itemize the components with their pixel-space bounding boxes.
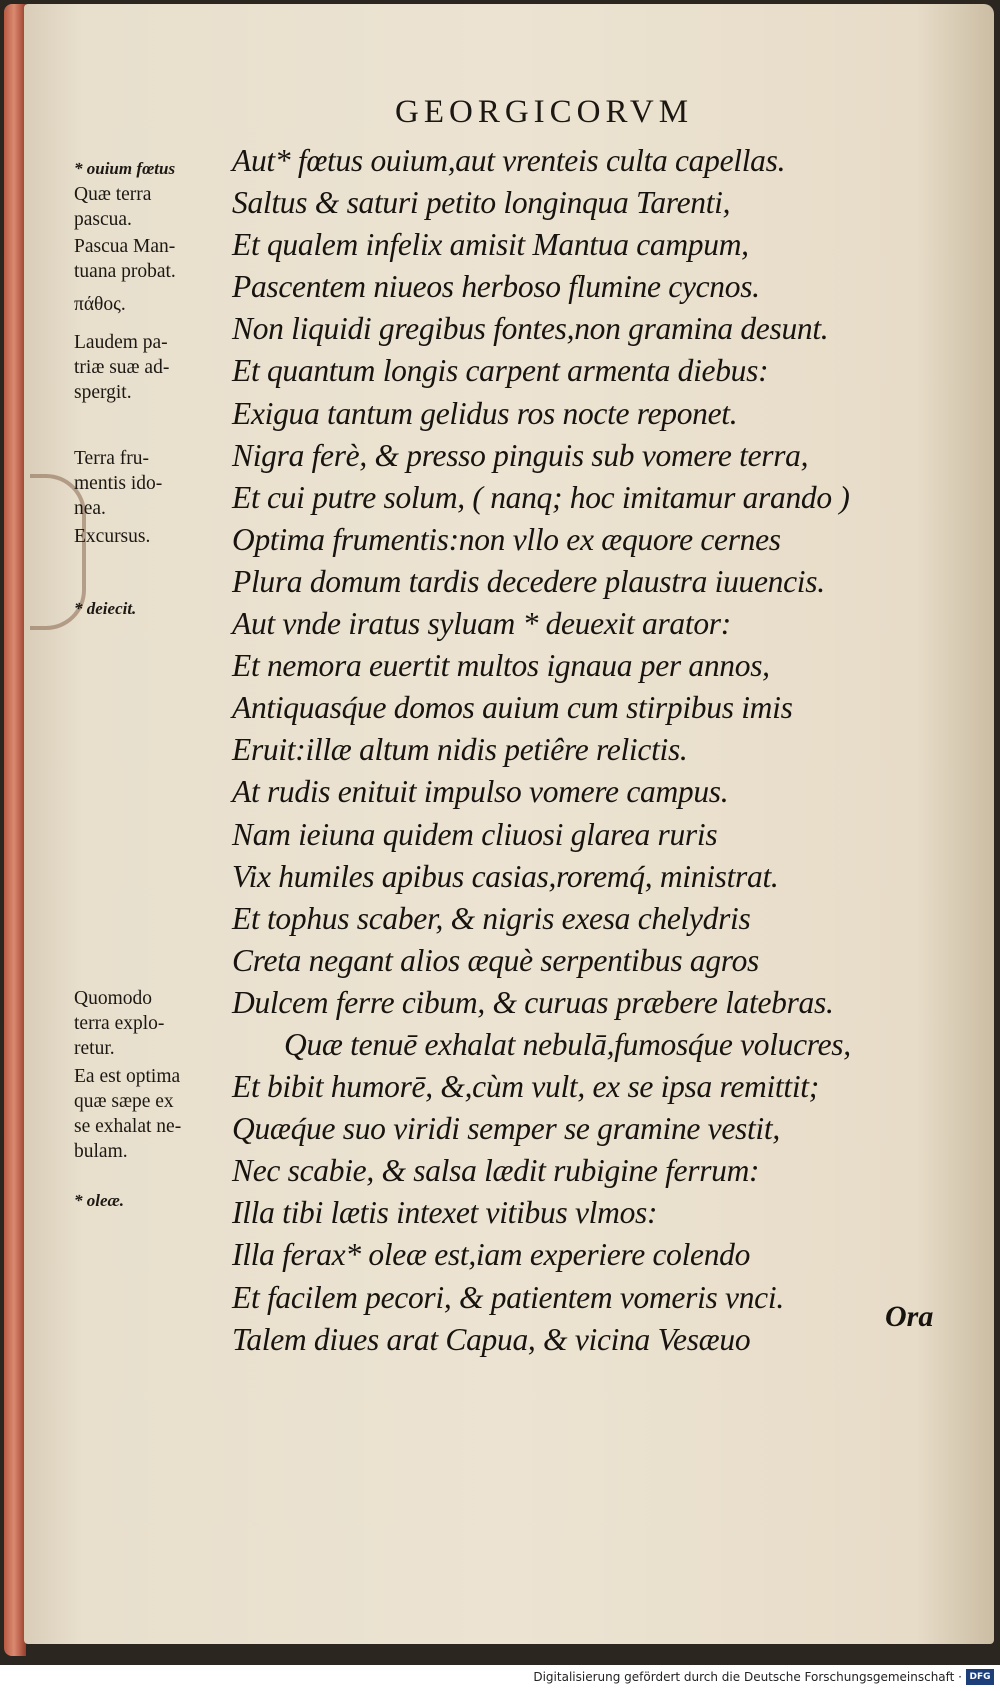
margin-note: * deiecit. <box>74 599 137 618</box>
catchword: Ora <box>885 1300 934 1333</box>
verse-line: Plura domum tardis decedere plaustra iuuencis. <box>232 563 825 599</box>
verse-line: Optima frumentis:non vllo ex æquore cernes <box>232 521 781 557</box>
verse-line: Dulcem ferre cibum, & curuas præbere latebras. <box>232 984 834 1020</box>
margin-note: Terra fru- mentis ido- nea. <box>74 448 163 519</box>
verse-line: Vix humiles apibus casias,roremq́, ministrat. <box>232 858 779 894</box>
dfg-logo: DFG <box>966 1669 994 1685</box>
verse-line: Pascentem niueos herboso flumine cycnos. <box>232 269 760 305</box>
footer-credit: Digitalisierung gefördert durch die Deutsche Forschungsgemeinschaft · <box>533 1670 962 1684</box>
margin-note: * oleæ. <box>74 1191 125 1210</box>
verse-line: Et tophus scaber, & nigris exesa chelydris <box>232 900 751 936</box>
margin-note: Quæ terra pascua. <box>74 184 152 230</box>
verse-line: Et bibit humorē, &,cùm vult, ex se ipsa remittit; <box>232 1069 819 1105</box>
verse-line: Aut* fœtus ouium,aut vrenteis culta capellas. <box>232 143 786 178</box>
running-head: GEORGICORVM <box>395 94 694 130</box>
verse-line: Quæq́ue suo viridi semper se gramine vestit, <box>232 1111 780 1147</box>
verse-line: Et quantum longis carpent armenta diebus: <box>232 353 769 389</box>
verse-line: Et nemora euertit multos ignaua per annos, <box>232 648 770 684</box>
verse-line: Aut vnde iratus syluam * deuexit arator: <box>232 606 731 642</box>
verse-line: Nec scabie, & salsa lædit rubigine ferrum: <box>232 1153 760 1189</box>
verse-line: Eruit:illæ altum nidis petiêre relictis. <box>232 732 688 768</box>
verse-line: Exigua tantum gelidus ros nocte reponet. <box>232 395 738 431</box>
verse-line: Illa ferax* oleæ est,iam experiere colendo <box>232 1237 751 1273</box>
verse-line: Illa tibi lætis intexet vitibus vlmos: <box>232 1195 658 1231</box>
verse-line: Quæ tenuē exhalat nebulā,fumosq́ue volucres, <box>284 1026 851 1062</box>
verse-line: Saltus & saturi petito longinqua Tarenti, <box>232 185 731 221</box>
verse-line: Nam ieiuna quidem cliuosi glarea ruris <box>232 816 718 852</box>
margin-note: Laudem pa- triæ suæ ad- spergit. <box>74 332 170 403</box>
verse-line: Et qualem infelix amisit Mantua campum, <box>232 227 749 263</box>
margin-note: Excursus. <box>74 526 151 547</box>
verse-line: Talem diues arat Capua, & vicina Vesæuo <box>232 1321 751 1357</box>
verse-block <box>232 140 952 1361</box>
margin-note: * ouium fœtus <box>74 159 176 178</box>
footer-bar <box>0 1665 1000 1691</box>
margin-note: Pascua Man- tuana probat. <box>74 236 176 282</box>
margin-note: Ea est optima quæ sæpe ex se exhalat ne- bulam. <box>74 1066 182 1162</box>
margin-note: πάθος. <box>74 294 126 315</box>
verse-line: Non liquidi gregibus fontes,non gramina desunt. <box>232 311 829 347</box>
verse-line: Antiquasq́ue domos auium cum stirpibus imis <box>232 690 793 726</box>
verse-line: Et facilem pecori, & patientem vomeris vnci. <box>232 1279 784 1315</box>
verse-line: Creta negant alios æquè serpentibus agros <box>232 942 759 978</box>
verse-line: Et cui putre solum, ( nanq; hoc imitamur arando ) <box>232 479 850 515</box>
margin-note: Quomodo terra explo- retur. <box>74 988 165 1059</box>
verse-line: At rudis enituit impulso vomere campus. <box>232 774 729 810</box>
verse-line: Nigra ferè, & presso pinguis sub vomere terra, <box>232 437 809 473</box>
book-red-edge <box>4 4 26 1656</box>
